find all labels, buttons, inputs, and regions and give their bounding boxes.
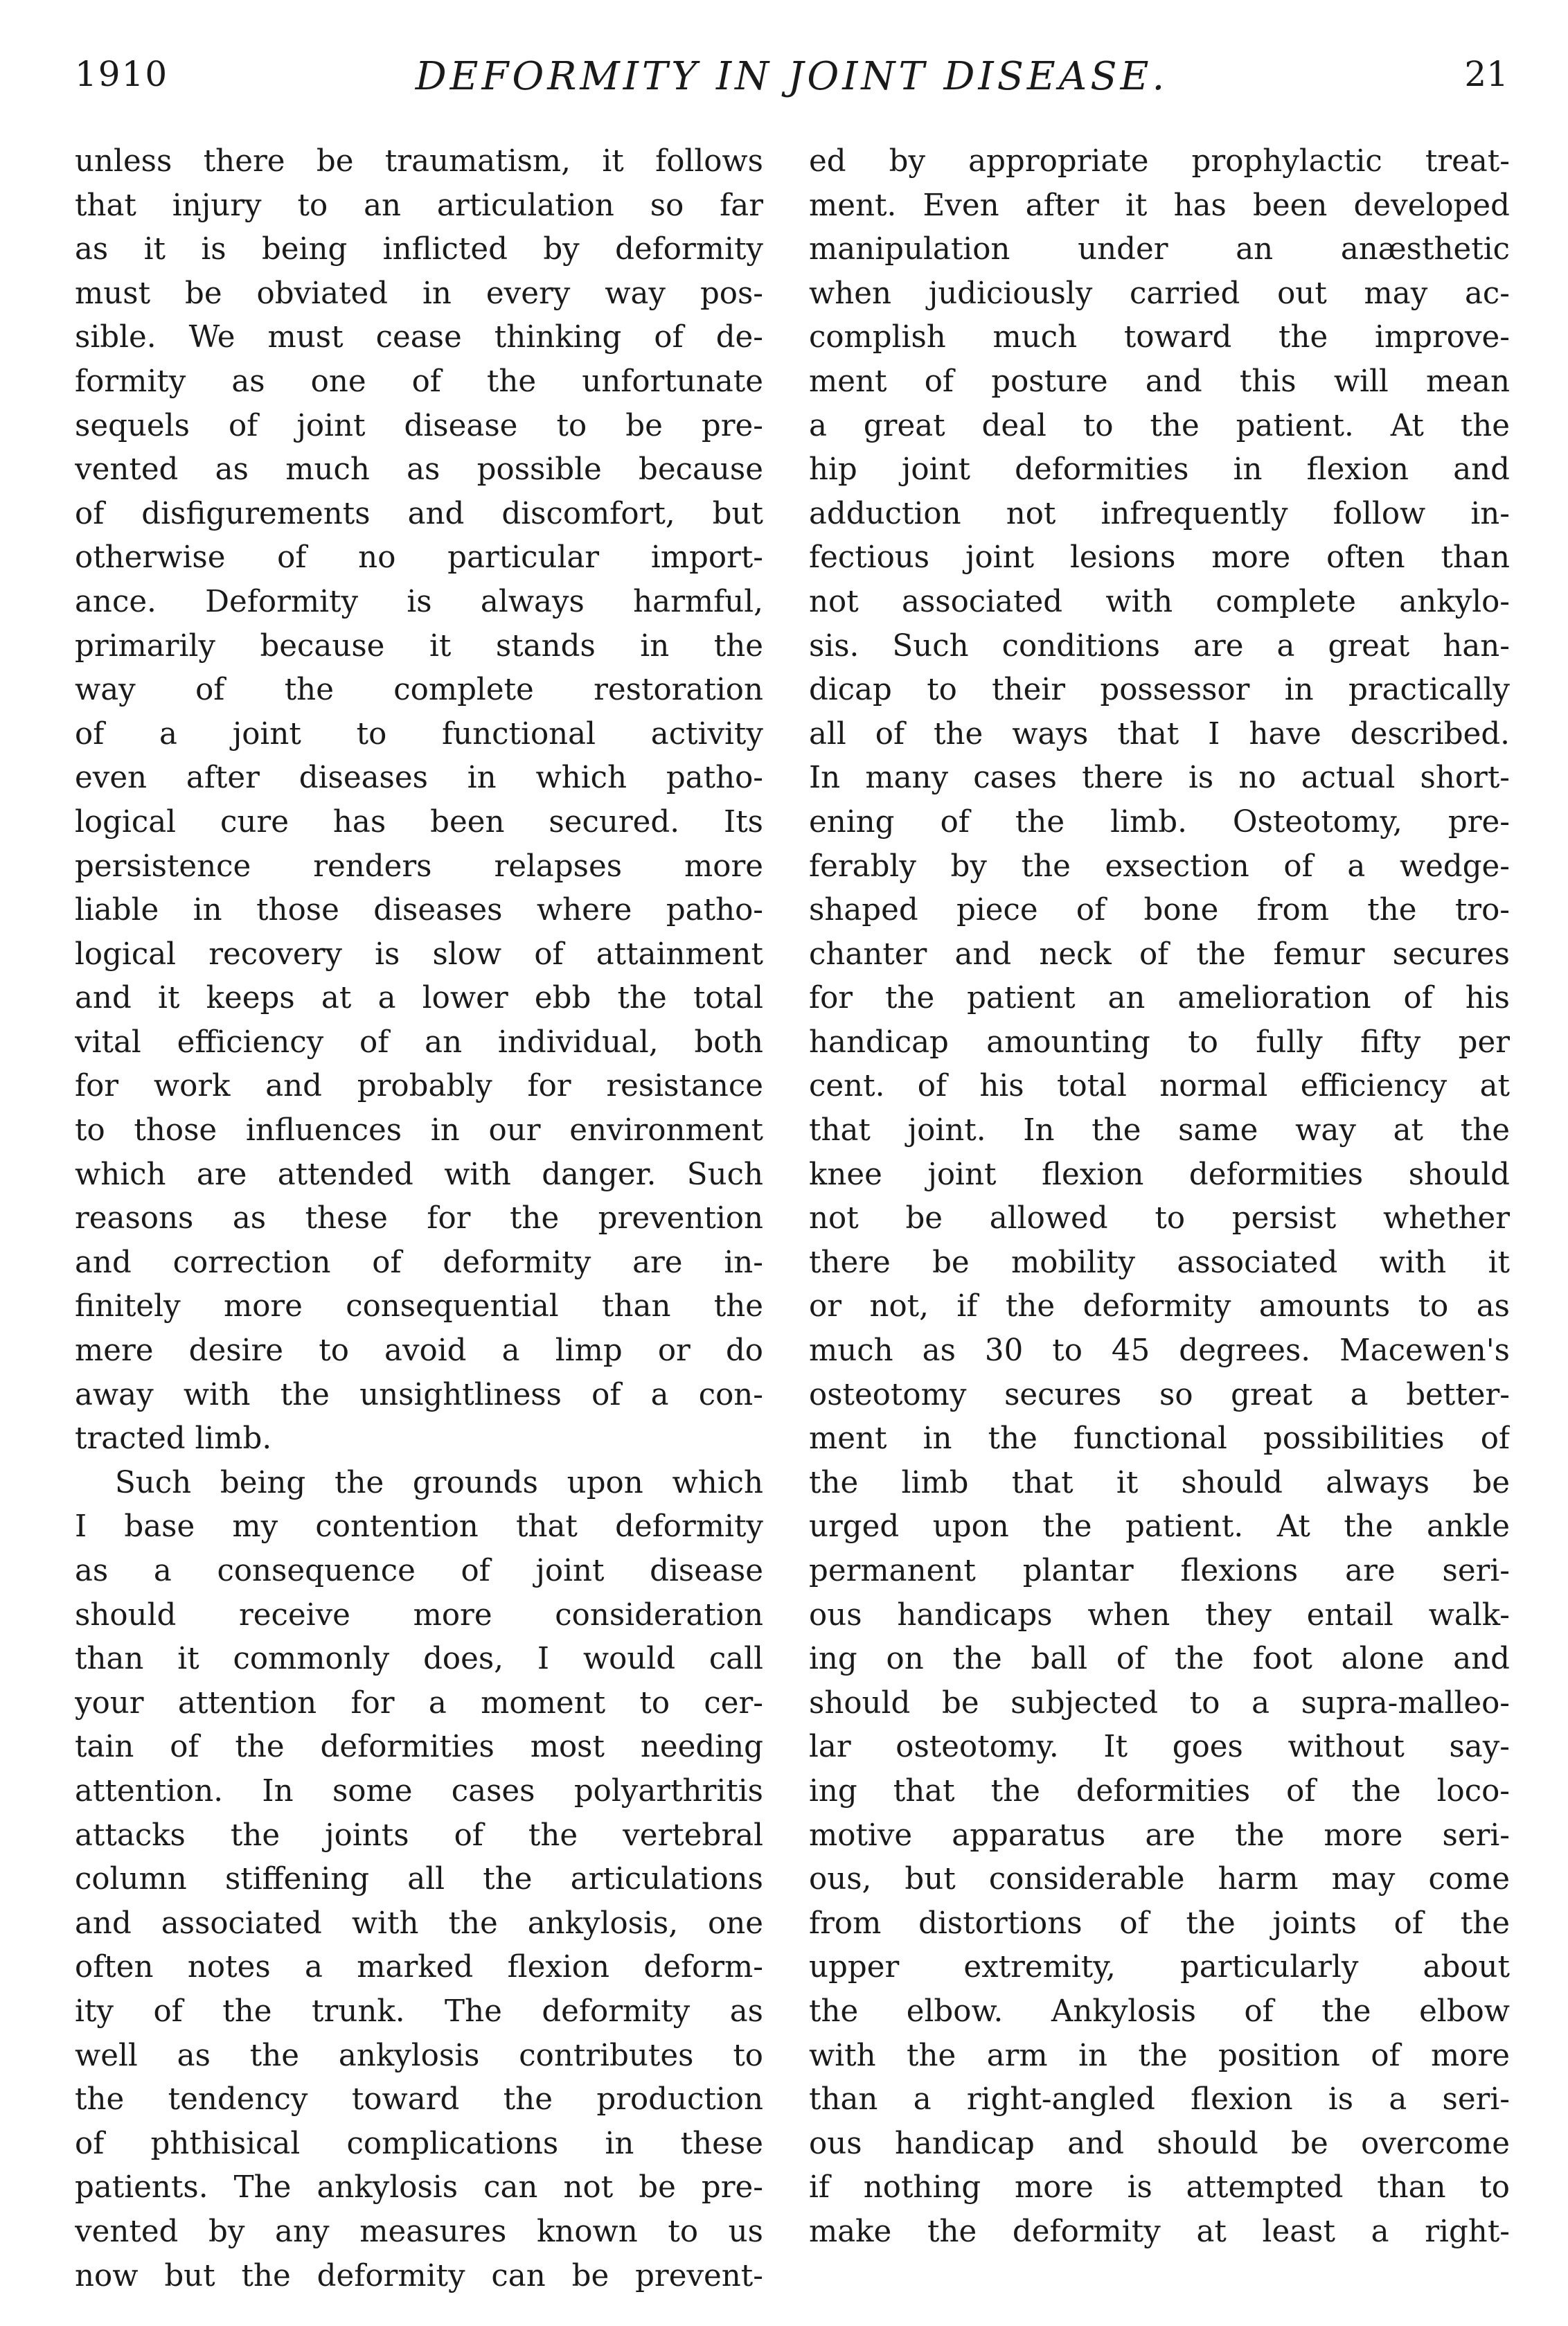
text-line: cent. of his total normal efficiency at <box>809 1069 1510 1104</box>
text-line: handicap amounting to fully fifty per <box>809 1024 1510 1060</box>
text-line: vital efficiency of an individual, both <box>75 1024 763 1060</box>
right-column <box>809 140 1510 2255</box>
text-line: ous handicap and should be overcome <box>809 2126 1510 2161</box>
text-line: ening of the limb. Osteotomy, pre- <box>809 804 1510 840</box>
text-line: the tendency toward the production <box>75 2082 763 2118</box>
text-line: logical recovery is slow of attainment <box>75 936 763 972</box>
text-line: a great deal to the patient. At the <box>809 408 1510 443</box>
text-line: the elbow. Ankylosis of the elbow <box>809 1994 1510 2029</box>
text-line: tracted limb. <box>75 1421 272 1457</box>
text-line: persistence renders relapses more <box>75 849 763 884</box>
text-line: sequels of joint disease to be pre- <box>75 408 763 443</box>
text-line: for the patient an amelioration of his <box>809 981 1510 1016</box>
text-line: when judiciously carried out may ac- <box>809 276 1510 311</box>
text-line: shaped piece of bone from the tro- <box>809 893 1510 928</box>
text-line: should be subjected to a supra-malleo- <box>809 1685 1510 1721</box>
text-line: Such being the grounds upon which <box>115 1465 763 1500</box>
text-line: motive apparatus are the more seri- <box>809 1818 1510 1853</box>
text-line: ous handicaps when they entail walk- <box>809 1597 1510 1633</box>
left-column <box>75 140 763 2298</box>
text-line: column stiffening all the articulations <box>75 1862 763 1897</box>
text-line: chanter and neck of the femur secures <box>809 936 1510 972</box>
text-line: manipulation under an anæsthetic <box>809 232 1510 267</box>
text-line: ing that the deformities of the loco- <box>809 1773 1510 1809</box>
text-line: as a consequence of joint disease <box>75 1554 763 1588</box>
text-line: lar osteotomy. It goes without say- <box>809 1730 1510 1765</box>
text-line: permanent plantar flexions are seri- <box>809 1554 1510 1588</box>
text-line: and it keeps at a lower ebb the total <box>75 981 763 1016</box>
header-year: 1910 <box>75 54 169 94</box>
text-line: away with the unsightliness of a con- <box>75 1377 763 1412</box>
text-line: of disfigurements and discomfort, but <box>75 496 763 531</box>
text-line: to those influences in our environment <box>75 1113 763 1148</box>
text-line: logical cure has been secured. Its <box>75 804 763 840</box>
text-line: which are attended with danger. Such <box>75 1157 763 1192</box>
text-line: fectious joint lesions more often than <box>809 540 1510 576</box>
text-line: urged upon the patient. At the ankle <box>809 1509 1510 1545</box>
text-line: way of the complete restoration <box>75 673 763 708</box>
text-line: much as 30 to 45 degrees. Macewen's <box>809 1333 1510 1369</box>
text-line: vented by any measures known to us <box>75 2214 763 2249</box>
text-line: that joint. In the same way at the <box>809 1113 1510 1148</box>
text-line: for work and probably for resistance <box>75 1069 763 1104</box>
text-line: ance. Deformity is always harmful, <box>75 584 763 619</box>
text-line: otherwise of no particular import- <box>75 540 763 576</box>
text-line: mere desire to avoid a limp or do <box>75 1333 763 1369</box>
text-line: that injury to an articulation so far <box>75 188 763 223</box>
text-line: the limb that it should always be <box>809 1465 1510 1500</box>
text-line: liable in those diseases where patho- <box>75 893 763 928</box>
text-line: ed by appropriate prophylactic treat- <box>809 144 1510 179</box>
text-line: or not, if the deformity amounts to as <box>809 1289 1510 1324</box>
text-line: not associated with complete ankylo- <box>809 584 1510 619</box>
text-line: complish much toward the improve- <box>809 320 1510 355</box>
text-line: ment of posture and this will mean <box>809 364 1510 399</box>
text-line: ity of the trunk. The deformity as <box>75 1994 763 2029</box>
text-line: ment in the functional possibilities of <box>809 1421 1510 1457</box>
text-line: all of the ways that I have described. <box>809 716 1510 752</box>
text-line: reasons as these for the prevention <box>75 1201 763 1236</box>
text-line: finitely more consequential than the <box>75 1289 763 1324</box>
text-line: ment. Even after it has been developed <box>809 188 1510 223</box>
text-line: ous, but considerable harm may come <box>809 1862 1510 1897</box>
text-line: unless there be traumatism, it follows <box>75 144 763 179</box>
text-line: now but the deformity can be prevent- <box>75 2258 763 2293</box>
text-line: knee joint flexion deformities should <box>809 1157 1510 1192</box>
text-line: even after diseases in which patho- <box>75 761 763 796</box>
text-line: I base my contention that deformity <box>75 1509 763 1545</box>
text-line: your attention for a moment to cer- <box>75 1685 763 1721</box>
text-line: ferably by the exsection of a wedge- <box>809 849 1510 884</box>
text-line: of phthisical complications in these <box>75 2126 763 2161</box>
text-line: osteotomy secures so great a better- <box>809 1377 1510 1412</box>
text-line: attacks the joints of the vertebral <box>75 1818 763 1853</box>
text-line: often notes a marked flexion deform- <box>75 1950 763 1985</box>
text-line: well as the ankylosis contributes to <box>75 2038 763 2073</box>
text-line: must be obviated in every way pos- <box>75 276 763 311</box>
text-line: attention. In some cases polyarthritis <box>75 1773 763 1809</box>
text-line: adduction not infrequently follow in- <box>809 496 1510 531</box>
text-line: make the deformity at least a right- <box>809 2214 1510 2249</box>
text-line: hip joint deformities in flexion and <box>809 452 1510 488</box>
page-number: 21 <box>1464 54 1508 94</box>
text-line: ing on the ball of the foot alone and <box>809 1642 1510 1677</box>
text-line: not be allowed to persist whether <box>809 1201 1510 1236</box>
text-line: patients. The ankylosis can not be pre- <box>75 2170 763 2205</box>
text-line: and correction of deformity are in- <box>75 1245 763 1280</box>
text-line: from distortions of the joints of the <box>809 1906 1510 1941</box>
text-line: than a right-angled flexion is a seri- <box>809 2082 1510 2118</box>
text-line: formity as one of the unfortunate <box>75 364 763 399</box>
text-line: vented as much as possible because <box>75 452 763 488</box>
text-line: sis. Such conditions are a great han- <box>809 628 1510 664</box>
text-line: upper extremity, particularly about <box>809 1950 1510 1985</box>
text-line: tain of the deformities most needing <box>75 1730 763 1765</box>
text-line: as it is being inflicted by deformity <box>75 232 763 267</box>
header-title: DEFORMITY IN JOINT DISEASE. <box>415 54 1168 99</box>
running-head <box>75 54 1508 109</box>
text-line: sible. We must cease thinking of de- <box>75 320 763 355</box>
text-line: In many cases there is no actual short- <box>809 761 1510 796</box>
text-line: should receive more consideration <box>75 1597 763 1633</box>
text-line: of a joint to functional activity <box>75 716 763 752</box>
text-line: if nothing more is attempted than to <box>809 2170 1510 2205</box>
text-line: there be mobility associated with it <box>809 1245 1510 1280</box>
text-line: dicap to their possessor in practically <box>809 673 1510 708</box>
text-line: primarily because it stands in the <box>75 628 763 664</box>
text-line: than it commonly does, I would call <box>75 1642 763 1677</box>
text-line: and associated with the ankylosis, one <box>75 1906 763 1941</box>
text-line: with the arm in the position of more <box>809 2038 1510 2073</box>
